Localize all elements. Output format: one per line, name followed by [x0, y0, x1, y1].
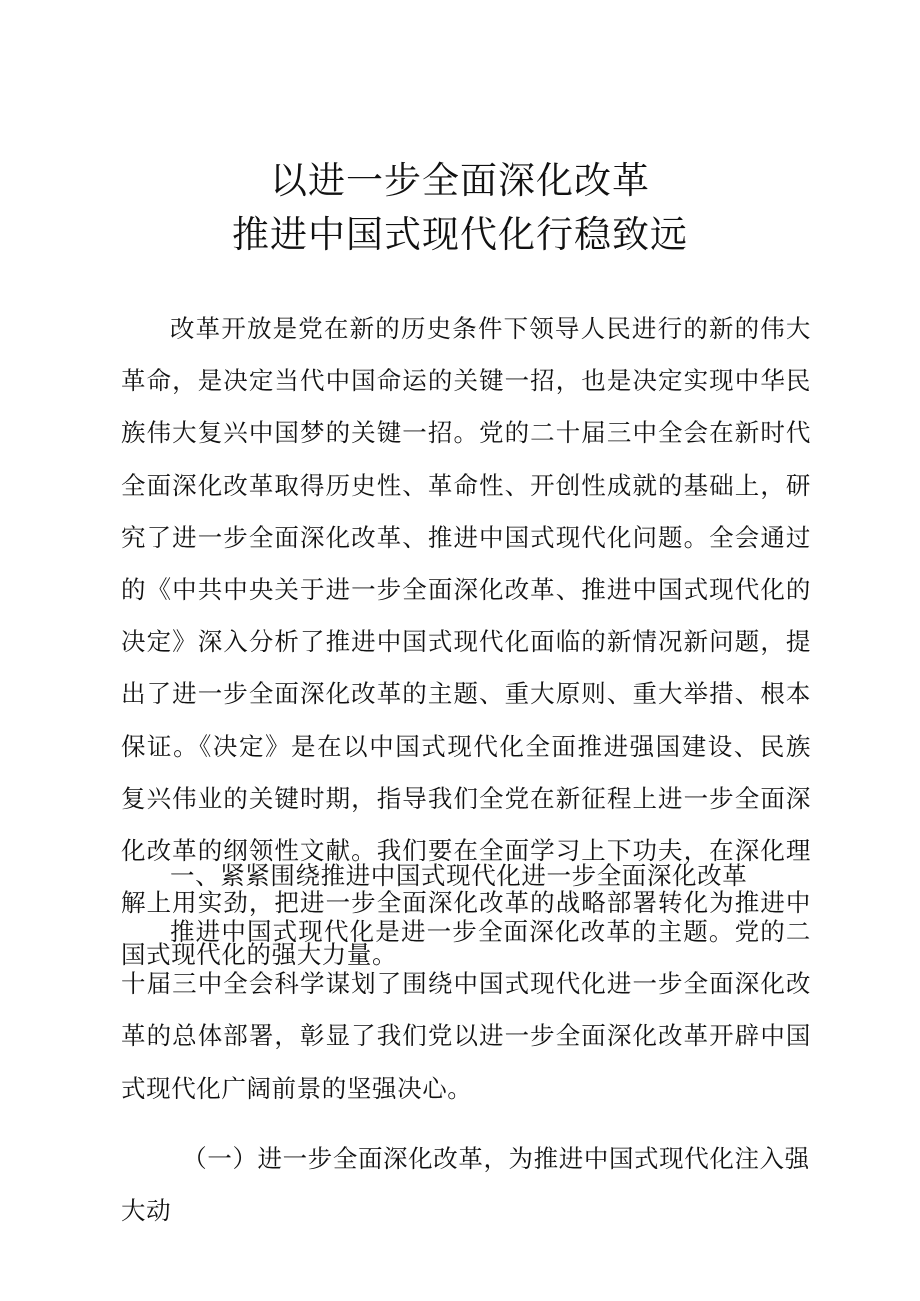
document-title-line-1: 以进一步全面深化改革 [270, 159, 650, 202]
intro-paragraph: 改革开放是党在新的历史条件下领导人民进行的新的伟大革命，是决定当代中国命运的关键一招，也是决定实现中华民族伟大复兴中国梦的关键一招。党的二十届三中全会在新时代全面深化改革取得历史性、革命性、开创性成就的基础上，研究了进一步全面深化改革、推进中国式现代化问题。全会通过的《中共中央关于进一步全面深化改革、推进中国式现代化的决定》深入分析了推进中国式现代化面临的新情况新问题，提出了进一步全面深化改革的主题、重大原则、重大举措、根本保证。《决定》是在以中国式现代化全面推进强国建设、民族复兴伟业的关键时期，指导我们全党在新征程上进一步全面深化改革的纲领性文献。我们要在全面学习上下功夫，在深化理解上用实劲，把进一步全面深化改革的战略部署转化为推进中国式现代化的强大力量。 [121, 314, 811, 970]
section-heading-1: 一、紧紧围绕推进中国式现代化进一步全面深化改革 [170, 861, 748, 890]
subsection-heading-1: （一）进一步全面深化改革，为推进中国式现代化注入强大动 [121, 1144, 810, 1226]
document-title-line-2: 推进中国式现代化行稳致远 [232, 213, 688, 256]
section-1-paragraph: 推进中国式现代化是进一步全面深化改革的主题。党的二十届三中全会科学谋划了围绕中国式现代化进一步全面深化改革的总体部署，彰显了我们党以进一步全面深化改革开辟中国式现代化广阔前景的坚强决心。 [121, 917, 811, 1103]
